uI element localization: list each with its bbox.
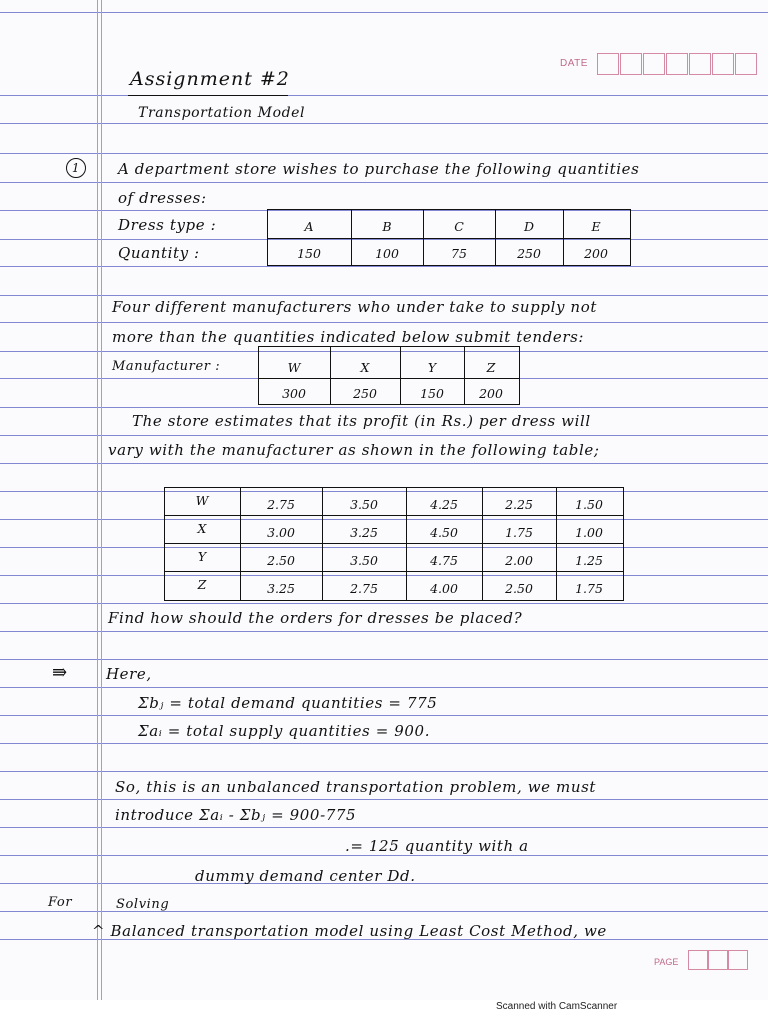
solution-supply: Σaᵢ = total supply quantities = 900. xyxy=(138,722,431,740)
date-box xyxy=(735,53,757,75)
date-box xyxy=(666,53,688,75)
rule-line xyxy=(0,266,768,267)
profit-row-label: W xyxy=(195,493,209,508)
quantity-cell: 250 xyxy=(517,246,541,261)
rule-line xyxy=(0,95,768,96)
profit-cell: 1.75 xyxy=(575,581,603,596)
rule-line xyxy=(0,407,768,408)
rule-line xyxy=(0,855,768,856)
question-line-7: Find how should the orders for dresses be placed? xyxy=(108,609,523,627)
manufacturer-label: Manufacturer : xyxy=(112,359,221,374)
question-line-4: more than the quantities indicated below submit tenders: xyxy=(112,328,585,346)
question-line-3: Four different manufacturers who under take to supply not xyxy=(112,298,597,316)
date-box xyxy=(597,53,619,75)
rule-line xyxy=(0,743,768,744)
profit-cell: 2.50 xyxy=(267,553,295,568)
profit-cell: 3.00 xyxy=(267,525,295,540)
manufacturer-cell: W xyxy=(287,360,301,375)
capacity-cell: 300 xyxy=(282,386,306,401)
quantity-cell: 75 xyxy=(451,246,467,261)
profit-cell: 4.00 xyxy=(430,581,458,596)
profit-row-label: Y xyxy=(197,549,207,564)
date-box xyxy=(620,53,642,75)
capacity-cell: 200 xyxy=(479,386,503,401)
manufacturer-cell: Z xyxy=(486,360,496,375)
dress-type-cell: B xyxy=(382,219,392,234)
quantity-label: Quantity : xyxy=(118,244,200,262)
profit-row-label: Z xyxy=(197,577,207,592)
rule-line xyxy=(0,603,768,604)
profit-cell: 4.25 xyxy=(430,497,458,512)
capacity-cell: 150 xyxy=(420,386,444,401)
rule-line xyxy=(0,715,768,716)
profit-cell: 4.50 xyxy=(430,525,458,540)
page-title: Assignment #2 xyxy=(130,68,290,90)
rule-line xyxy=(0,659,768,660)
profit-cell: 2.50 xyxy=(505,581,533,596)
rule-line xyxy=(0,322,768,323)
rule-line xyxy=(0,182,768,183)
title-underline xyxy=(128,95,288,96)
margin-note-for: For xyxy=(48,895,73,910)
question-number: 1 xyxy=(66,158,86,178)
page-box xyxy=(728,950,748,970)
rule-line xyxy=(0,463,768,464)
solution-demand: Σbⱼ = total demand quantities = 775 xyxy=(138,694,438,712)
profit-cell: 3.50 xyxy=(350,497,378,512)
rule-line xyxy=(0,631,768,632)
profit-cell: 3.50 xyxy=(350,553,378,568)
profit-cell: 1.50 xyxy=(575,497,603,512)
quantity-cell: 150 xyxy=(297,246,321,261)
rule-line xyxy=(0,153,768,154)
date-box xyxy=(643,53,665,75)
rule-line xyxy=(0,771,768,772)
profit-cell: 2.75 xyxy=(350,581,378,596)
rule-line xyxy=(0,12,768,13)
solution-solving: Solving xyxy=(116,897,170,912)
quantity-cell: 200 xyxy=(584,246,608,261)
profit-cell: 4.75 xyxy=(430,553,458,568)
profit-cell: 1.00 xyxy=(575,525,603,540)
profit-cell: 3.25 xyxy=(267,581,295,596)
solution-here: Here, xyxy=(106,665,152,683)
solution-line-3: .= 125 quantity with a xyxy=(345,837,529,855)
date-box xyxy=(689,53,711,75)
rule-line xyxy=(0,799,768,800)
profit-cell: 1.75 xyxy=(505,525,533,540)
date-box xyxy=(712,53,734,75)
profit-cell: 2.75 xyxy=(267,497,295,512)
dress-type-cell: C xyxy=(454,219,464,234)
dress-type-cell: A xyxy=(304,219,314,234)
dress-type-cell: E xyxy=(591,219,601,234)
scanner-watermark: Scanned with CamScanner xyxy=(496,1001,618,1012)
table-divider xyxy=(267,238,630,239)
margin-line xyxy=(101,0,102,1000)
profit-cell: 1.25 xyxy=(575,553,603,568)
question-line-2: of dresses: xyxy=(118,189,207,207)
rule-line xyxy=(0,295,768,296)
solution-line-2: introduce Σaᵢ - Σbⱼ = 900-775 xyxy=(115,806,357,824)
quantity-cell: 100 xyxy=(375,246,399,261)
question-line-1: A department store wishes to purchase the following quantities xyxy=(118,160,640,178)
table-divider xyxy=(164,543,623,544)
solution-line-4: dummy demand center Dd. xyxy=(195,867,416,885)
table-divider xyxy=(258,378,519,379)
profit-row-label: X xyxy=(197,521,207,536)
table-divider xyxy=(164,515,623,516)
capacity-cell: 250 xyxy=(353,386,377,401)
rule-line xyxy=(0,123,768,124)
dress-type-label: Dress type : xyxy=(118,216,217,234)
question-line-6: vary with the manufacturer as shown in the following table; xyxy=(108,441,600,459)
table-divider xyxy=(164,571,623,572)
page-label: PAGE xyxy=(654,957,679,967)
solution-arrow: ⇛ xyxy=(52,662,68,683)
manufacturer-cell: Y xyxy=(427,360,437,375)
profit-cell: 2.00 xyxy=(505,553,533,568)
page-box xyxy=(708,950,728,970)
margin-line xyxy=(97,0,98,1000)
date-label: DATE xyxy=(560,58,588,69)
rule-line xyxy=(0,435,768,436)
rule-line xyxy=(0,827,768,828)
dress-type-cell: D xyxy=(523,219,535,234)
solution-last-line: ^ Balanced transportation model using Least Cost Method, we xyxy=(92,922,607,940)
page-box xyxy=(688,950,708,970)
solution-line-1: So, this is an unbalanced transportation problem, we must xyxy=(115,778,597,796)
rule-line xyxy=(0,687,768,688)
page-subtitle: Transportation Model xyxy=(138,105,306,121)
profit-cell: 3.25 xyxy=(350,525,378,540)
question-line-5: The store estimates that its profit (in Rs.) per dress will xyxy=(132,412,591,430)
profit-cell: 2.25 xyxy=(505,497,533,512)
manufacturer-cell: X xyxy=(360,360,370,375)
